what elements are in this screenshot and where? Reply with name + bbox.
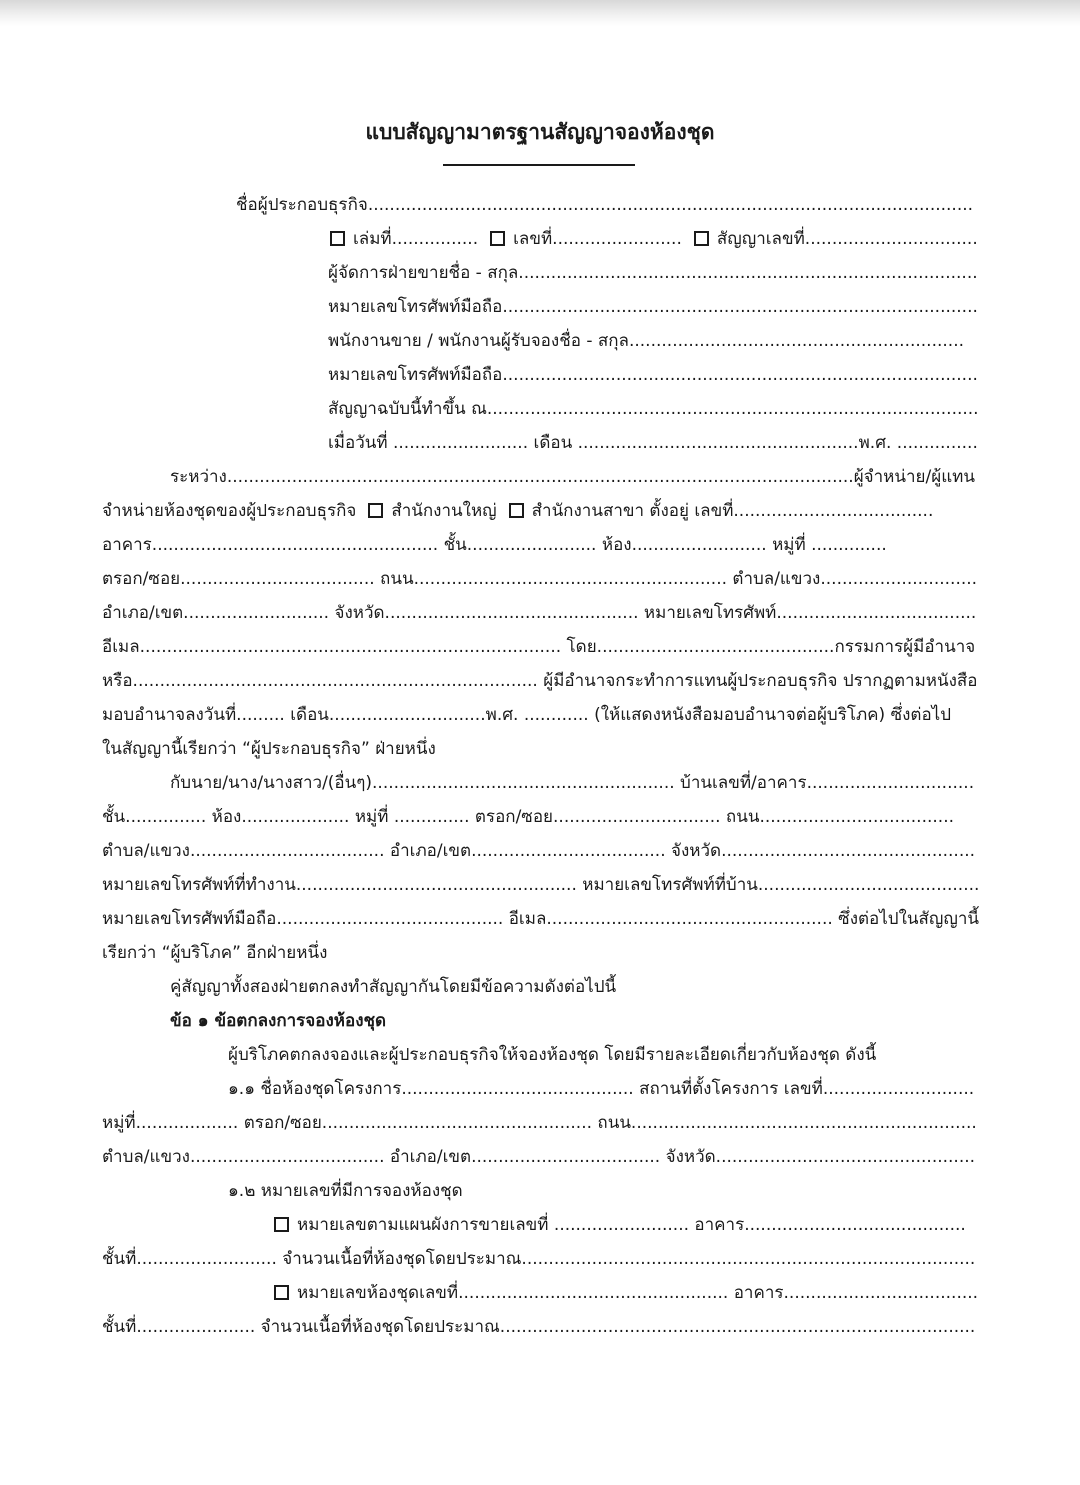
consumer-phone-line: หมายเลขโทรศัพท์ที่ทำงาน.................................................... หมายเลขโทรศัพท์ที่บ้าน......................................... (102, 875, 980, 895)
salesperson-name-line: พนักงานขาย / พนักงานผู้รับจองชื่อ - สกุล.............................................................. (328, 331, 965, 351)
authorized-person-line: หรือ........................................................................... ผู้มีอำนาจกระทำการแทนผู้ประกอบธุรกิจ ปรากฏตามหนังสือ (102, 671, 978, 691)
contract-date-line: เมื่อวันที่ ......................... เดือน ....................................................พ.ศ. ............... (328, 433, 978, 453)
branch-office-label: สำนักงานสาขา ตั้งอยู่ เลขที่..................................... (531, 501, 934, 521)
consumer-name-line: กับนาย/นาง/นางสาว/(อื่นๆ)........................................................ บ้านเลขที่/อาคาร............................... (170, 773, 975, 793)
consumer-party-line: เรียกว่า “ผู้บริโภค” อีกฝ่ายหนึ่ง (102, 943, 328, 963)
book-no-checkbox[interactable] (330, 231, 345, 246)
unit-number-checkbox[interactable] (274, 1285, 289, 1300)
salesperson-mobile-line: หมายเลขโทรศัพท์มือถือ........................................................................................ (328, 365, 978, 385)
document-title: แบบสัญญามาตรฐานสัญญาจองห้องชุด (365, 120, 715, 144)
office-type-prefix: จำหน่ายห้องชุดของผู้ประกอบธุรกิจ (102, 501, 357, 521)
project-soi-road-line: หมู่ที่................... ตรอก/ซอย.................................................. ถนน................................................................ (102, 1113, 977, 1133)
branch-office-checkbox[interactable] (509, 503, 524, 518)
project-district-line: ตำบล/แขวง.................................... อำเภอ/เขต................................... จังหวัด................................................ (102, 1147, 976, 1167)
contract-no-checkbox[interactable] (694, 231, 709, 246)
office-type-line (102, 494, 978, 528)
doc-no-label: เลขที่........................ (513, 229, 682, 249)
title-underline (443, 164, 635, 166)
sales-plan-floor-area-line: ชั้นที่.......................... จำนวนเนื้อที่ห้องชุดโดยประมาณ.................................................................................... (102, 1249, 976, 1269)
consumer-district-line: ตำบล/แขวง.................................... อำเภอ/เขต.................................... จังหวัด............................................... (102, 841, 976, 861)
sales-plan-number-line (272, 1208, 978, 1242)
book-number-line (328, 222, 978, 256)
clause-1-intro-line: ผู้บริโภคตกลงจองและผู้ประกอบธุรกิจให้จองห้องชุด โดยมีรายละเอียดเกี่ยวกับห้องชุด ดังนี้ (228, 1045, 877, 1065)
sales-manager-name-line: ผู้จัดการฝ่ายขายชื่อ - สกุล..................................................................................... (328, 263, 978, 283)
book-no-label: เล่มที่................ (353, 229, 479, 249)
unit-floor-area-line: ชั้นที่...................... จำนวนเนื้อที่ห้องชุดโดยประมาณ........................................................................................ (102, 1317, 976, 1337)
operator-email-line: อีเมล.............................................................................. โดย............................................กรรมการผู้มีอำนาจ (102, 637, 976, 657)
unit-number-label: หมายเลขห้องชุดเลขที่.................................................. อาคาร.................................... (297, 1283, 979, 1303)
project-name-line: ๑.๑ ชื่อห้องชุดโครงการ........................................... สถานที่ตั้งโครงการ เลขที่............................ (228, 1079, 975, 1099)
head-office-checkbox[interactable] (368, 503, 383, 518)
manager-mobile-line: หมายเลขโทรศัพท์มือถือ........................................................................................ (328, 297, 978, 317)
clause-1-heading: ข้อ ๑ ข้อตกลงการจองห้องชุด (170, 1011, 387, 1031)
scan-top-edge (0, 0, 1080, 26)
operator-district-line: อำเภอ/เขต........................... จังหวัด............................................... หมายเลขโทรศัพท์..................................... (102, 603, 977, 623)
unit-number-line (272, 1276, 978, 1310)
contract-no-label: สัญญาเลขที่................................ (716, 229, 978, 249)
agreement-intro-line: คู่สัญญาทั้งสองฝ่ายตกลงทำสัญญากันโดยมีข้อความดังต่อไปนี้ (170, 977, 617, 997)
operator-party-line: ในสัญญานี้เรียกว่า “ผู้ประกอบธุรกิจ” ฝ่ายหนึ่ง (102, 739, 436, 759)
power-of-attorney-line: มอบอำนาจลงวันที่......... เดือน.............................พ.ศ. ............ (ให้แสดงหนังสือมอบอำนาจต่อผู้บริโภค) ซึ่งต่อไป (102, 705, 951, 725)
contract-place-line: สัญญาฉบับนี้ทำขึ้น ณ........................................................................................... (328, 399, 979, 419)
business-operator-name-line: ชื่อผู้ประกอบธุรกิจ................................................................................................................ (236, 195, 974, 215)
sales-plan-checkbox[interactable] (274, 1217, 289, 1232)
consumer-mobile-email-line: หมายเลขโทรศัพท์มือถือ.......................................... อีเมล..................................................... ซึ่งต่อไปในสัญญานี้ (102, 909, 980, 929)
sales-plan-label: หมายเลขตามแผนผังการขายเลขที่ ......................... อาคาร......................................... (297, 1215, 966, 1235)
operator-soi-road-line: ตรอก/ซอย.................................... ถนน.......................................................... ตำบล/แขวง............................. (102, 569, 978, 589)
between-party-line: ระหว่าง....................................................................................................................ผู้จำหน่าย/ผู้แทน (170, 467, 975, 487)
head-office-label: สำนักงานใหญ่ (391, 501, 497, 521)
doc-no-checkbox[interactable] (490, 231, 505, 246)
consumer-floor-room-line: ชั้น............... ห้อง.................... หมู่ที่ .............. ตรอก/ซอย............................... ถนน.................................... (102, 807, 955, 827)
reservation-number-heading: ๑.๒ หมายเลขที่มีการจองห้องชุด (228, 1181, 463, 1201)
operator-building-line: อาคาร..................................................... ชั้น........................ ห้อง......................... หมู่ที่ .............. (102, 535, 887, 555)
